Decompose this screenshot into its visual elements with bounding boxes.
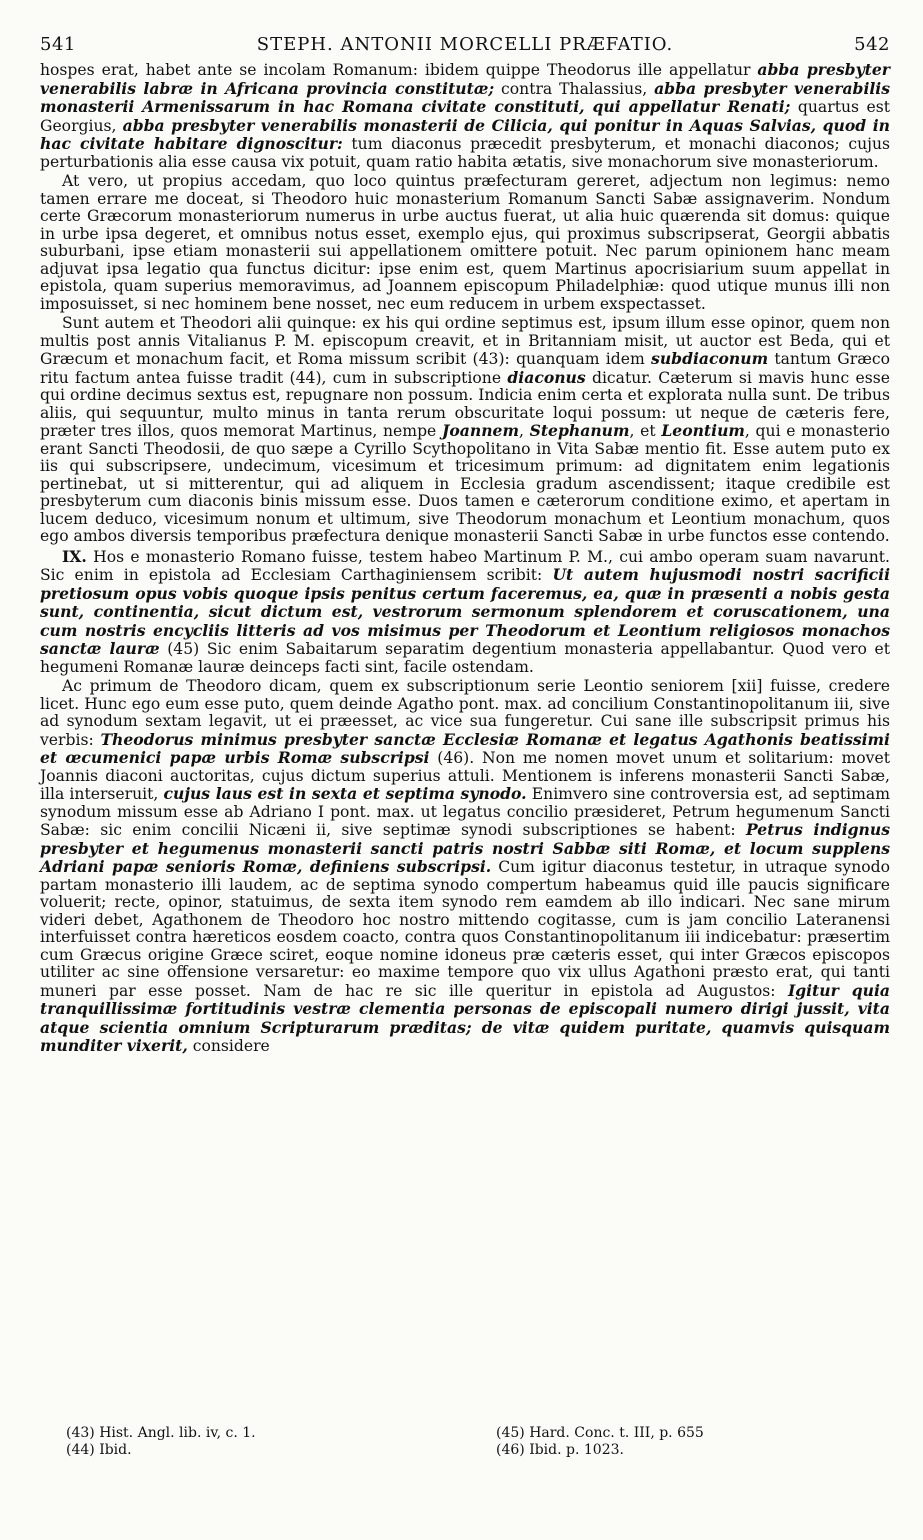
paragraph: [40, 678, 890, 1056]
footnote-46: (46) Ibid. p. 1023.: [496, 1442, 624, 1458]
footnote-44: (44) Ibid.: [66, 1442, 132, 1458]
page: [40, 34, 890, 1056]
italic-quote: Theodorus minimus presbyter sanctæ Ecclesiæ Romanæ et legatus Agathonis beatissimi et œcumenici papæ urbis Romæ subscripsi: [40, 729, 890, 767]
italic-quote: Ut autem hujusmodi nostri sacrificii pretiosum opus vobis quoque ipsis penitus certum faceremus, ea, quæ in præsenti a nobis gesta sunt, continentia, sicut dictum est, vestrorum sermonum splendorem et coruscationem, una cum nostris encycliis litteris ad vos misimus per Theodorum et Leontium religiosos monachos sanctæ lauræ: [40, 565, 890, 658]
page-number-right: 542: [854, 34, 890, 55]
footnotes: [66, 1425, 826, 1459]
text-run: Hos e monasterio Romano fuisse, testem habeo Martinum P. M., cui ambo operam suam navarunt. Sic enim in epistola ad Ecclesiam Carthaginiensem scribit:: [40, 547, 890, 584]
text-run: considere: [187, 1037, 270, 1055]
footnote-45: (45) Hard. Conc. t. III, p. 655: [496, 1425, 704, 1441]
text-run: Sunt autem et Theodori alii quinque: ex his qui ordine septimus est, ipsum illum esse opinor, quem non multis post annis Vitalianus P. M. episcopum creavit, et in Britanniam misit, ut auctor est Beda, qui et Græcum et monachum facit, et Roma missum scribit (43): quanquam idem: [40, 314, 890, 368]
body-text: [40, 61, 890, 1056]
text-run: (46). Non me nomen movet unum et solitarium: movet Joannis diaconi auctoritas, cujus dictum superius attuli. Mentionem is inferens monasterii Sancti Sabæ, illa interseruit,: [40, 749, 890, 803]
running-title: STEPH. ANTONII MORCELLI PRÆFATIO.: [256, 34, 674, 55]
text-run: , qui e monasterio erant Sancti Theodosii, de quo sæpe a Cyrillo Scythopolitano in Vita Sabæ mentio fit. Esse autem puto ex iis qui subscripsere, undecimum, vicesimum et tricesimum primum: ad dignitatem enim legationis pertinebat, ut si mitterentur, qui ad aliquem in Ecclesia gradum ascendissent; itaque credibile est presbyterum cum diaconis binis missum esse. Duos tamen e cæterorum conditione eximo, et apertam in lucem deduco, vicesimum nonum et ultimum, sive Theodorum monachum et Leontium monachum, quos ego ambos diversis temporibus præfectura denique monasterii Sancti Sabæ in urbe functos esse contendo.: [40, 422, 890, 545]
text-run: dicatur. Cæterum si mavis hunc esse qui ordine decimus sextus est, repugnare non possum. Indicia enim certa et explorata nulla sunt. De tribus aliis, qui sequuntur, multo minus in tanta rerum obscuritate loqui possum: ut neque de cæteris fere, præter tres illos, quos memorat Martinus, nempe: [40, 368, 891, 440]
text-run: hospes erat, habet ante se incolam Romanum: ibidem quippe Theodorus ille appellatur: [40, 61, 758, 79]
text-run: At vero, ut propius accedam, quo loco quintus præfecturam gereret, adjectum non legimus: nemo tamen errare me doceat, si Theodoro huic monasterium Romanum Sancti Sabæ assignaverim. Nondum certe Græcorum monasteriorum numerus in urbe auctus fuerat, ut alia huic quærenda sit domus: quique in urbe ipsa degeret, et omnibus notus esset, exemplo ejus, qui proximus subscripserat, Georgii abbatis suburbani, ipse etiam monasterii sui appellationem omittere potuit. Nec parum opinionem hanc meam adjuvat ipsa legatio qua functus dicitur: ipse enim est, quem Martinus apocrisiarium suum appellat in epistola, quam superius memoravimus, ad Joannem episcopum Philadelphiæ: quod utique munus illi non imposuisset, si nec hominem bene nosset, nec eum reducem in urbem exspectasset.: [40, 172, 890, 313]
text-run: , et: [629, 422, 662, 440]
section-number: IX.: [62, 546, 87, 566]
text-run: quartus est Georgius,: [40, 98, 891, 135]
italic-quote: abba presbyter venerabilis monasterii Armenissarum in hac Romana civitate constituti, qui appellatur Renati;: [40, 78, 891, 116]
text-run: Enimvero sine controversia est, ad septimam synodum missum esse ab Adriano I pont. max. ut legatus concilio præsideret, Petrum hegumenum Sancti Sabæ: sic enim concilii Nicæni ii, sive septimæ synodi subscriptiones se habent:: [40, 785, 891, 839]
italic-quote: Joannem: [441, 421, 519, 440]
paragraph: [40, 548, 890, 677]
paragraph: [40, 315, 890, 546]
text-run: tum diaconus præcedit presbyterum, et monachi diaconos; cujus perturbationis alia esse causa vix potuit, quam ratio habita ætatis, sive monachorum sive monasteriorum.: [40, 135, 890, 171]
paragraph: [40, 61, 890, 171]
italic-quote: diaconus: [507, 367, 586, 387]
text-run: Cum igitur diaconus testetur, in utraque synodo partam monasterio illi laudem, ac de septima synodo compertum habeamus quid ille paucis significare voluerit; recte, opinor, statuimus, de sexta item synodo rem eamdem ab illo indicari. Nec sane mirum videri debet, Agathonem de Theodoro hoc nostro mittendo cogitasse, cum is jam concilio Lateranensi interfuisset contra hæreticos eosdem coacto, contra quos Constantinopolitanum iii indicebatur: præsertim cum Græcus origine Græce sciret, eoque nomine idoneus præ cæteris esset, qui inter Græcos episcopos utiliter ac sine offensione versaretur: eo maxime tempore quo vix ullus Agathoni præsto erat, qui tanti muneri par esse posset. Nam de hac re sic ille queritur in epistola ad Augustos:: [40, 858, 890, 1000]
italic-quote: subdiaconum: [651, 349, 769, 368]
text-run: (45) Sic enim Sabaitarum separatim degentium monasteria appellabantur. Quod vero et hegumeni Romanæ lauræ deinceps facti sint, facile ostendam.: [40, 640, 890, 676]
text-run: tantum Græco ritu factum antea fuisse tradit (44), cum in subscriptione: [40, 350, 890, 387]
text-run: Ac primum de Theodoro dicam, quem ex subscriptionum serie Leontio seniorem [xii] fuisse, credere licet. Hunc ego eum esse puto, quem deinde Agatho pont. max. ad concilium Constantinopolitanum iii, sive ad synodum sextam legavit, ut ei præesset, ac vice sua fungeretur. Cui sane ille subscripsit primus his verbis:: [40, 677, 890, 749]
italic-quote: Petrus indignus presbyter et hegumenus monasterii sancti patris nostri Sabbæ siti Romæ, et locum supplens Adriani papæ senioris Romæ, definiens subscripsi.: [40, 820, 890, 876]
running-header: [40, 34, 890, 55]
italic-quote: Igitur quia tranquillissimæ fortitudinis vestræ clementia personas de episcopali numero dirigi jussit, vita atque scientia omnium Scripturarum præditas; de vitæ quidem puritate, quamvis quisquam munditer vixerit,: [40, 980, 890, 1055]
italic-quote: abba presbyter venerabilis monasterii de Cilicia, qui ponitur in Aquas Salvias, quod in hac civitate habitare dignoscitur:: [40, 115, 890, 153]
italic-quote: Stephanum: [529, 421, 630, 440]
italic-quote: cujus laus est in sexta et septima synodo.: [163, 784, 527, 803]
italic-quote: abba presbyter venerabilis labræ in Africana provincia constitutæ;: [40, 60, 890, 98]
paragraph: [40, 173, 890, 313]
italic-quote: Leontium: [661, 421, 745, 440]
text-run: ,: [518, 422, 530, 440]
page-number-left: 541: [40, 34, 76, 55]
text-run: contra Thalassius,: [494, 79, 655, 98]
footnote-43: (43) Hist. Angl. lib. iv, c. 1.: [66, 1425, 256, 1441]
